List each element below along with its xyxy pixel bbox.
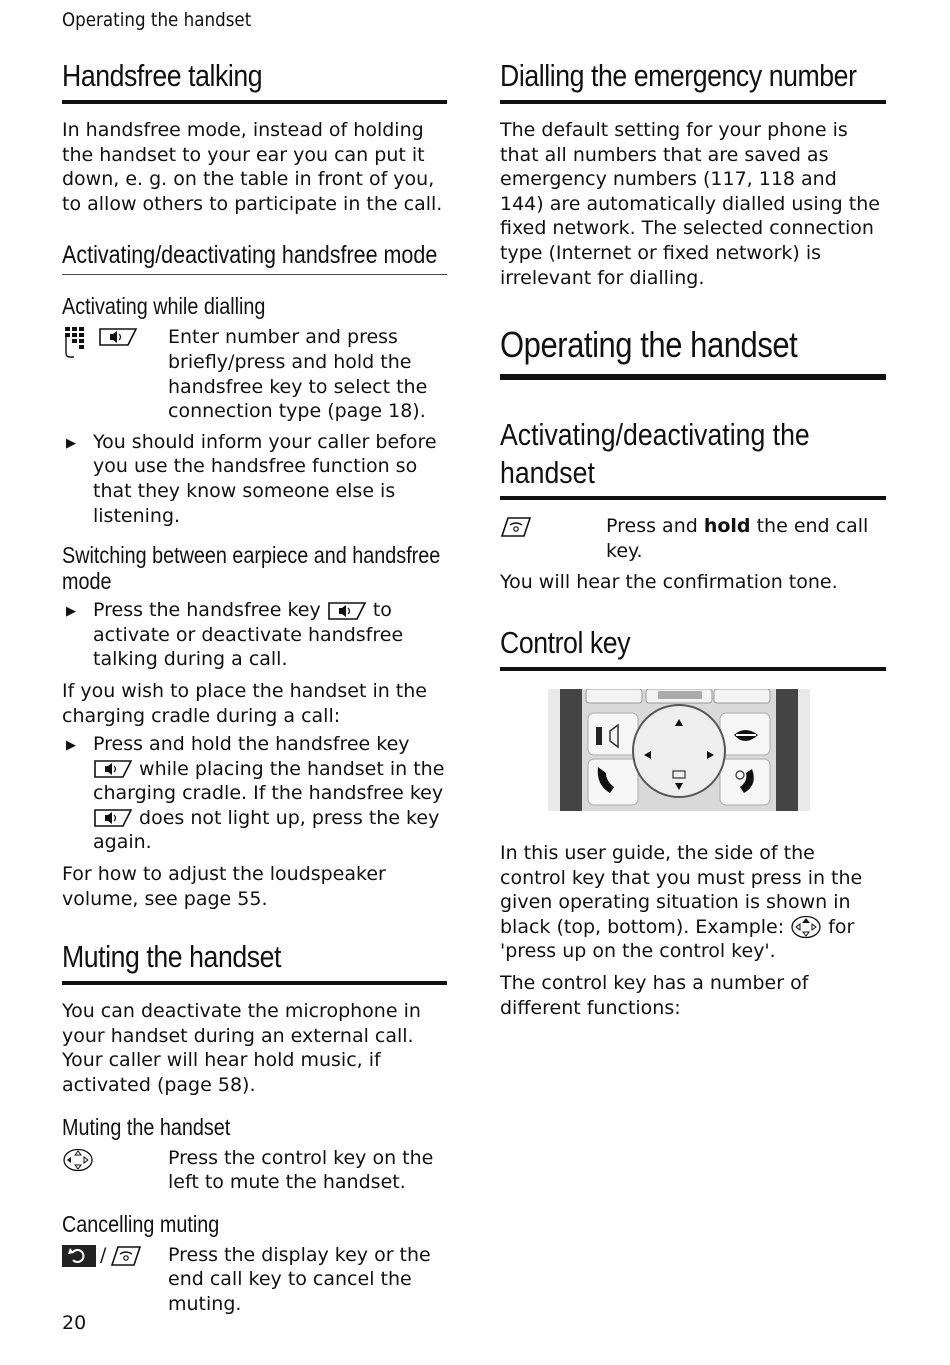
running-header: Operating the handset	[62, 9, 252, 31]
cancel-muting-row	[62, 1243, 447, 1317]
handsfree-title: Handsfree talking	[62, 58, 447, 104]
switching-title: Switching between earpiece and handsfree mode	[62, 542, 441, 595]
bullet-arrow-icon: ▶	[66, 738, 76, 754]
while-dialling-title: Activating while dialling	[62, 293, 266, 320]
end-call-key-icon	[500, 516, 532, 538]
bullet-arrow-icon: ▶	[66, 604, 76, 620]
while-dialling-bullet: ▶ You should inform your caller before you use the handsfree function so that they know someone else is listening.	[62, 430, 447, 528]
volume-text: For how to adjust the loudspeaker volume, see page 55.	[62, 863, 386, 910]
left-column	[62, 58, 447, 1317]
page-number: 20	[62, 1312, 87, 1334]
right-column	[500, 58, 886, 1020]
muting-title: Muting the handset	[62, 939, 447, 985]
activate-handset-title: Activating/deactivating the handset	[500, 416, 886, 500]
control-guide-text: In this user guide, the side of the control key that you must press in the given operating situation is shown in black (top, bottom). Example: for 'press up on the control key'.	[500, 841, 863, 963]
switching-bullet: ▶ Press the handsfree key to activate or deactivate handsfree talking during a call.	[62, 598, 447, 672]
handsfree-key-icon	[327, 601, 367, 621]
handsfree-key-icon	[93, 808, 133, 828]
while-dialling-row	[62, 325, 447, 423]
activate-handset-text: Press and hold the end call key.	[606, 515, 869, 562]
cradle-bullet: ▶ Press and hold the handsfree key while placing the handset in the charging cradle. If the handsfree key does not light up, press the key again.	[62, 732, 447, 855]
muting-intro: You can deactivate the microphone in your handset during an external call. Your caller will hear hold music, if activated (page 58).	[62, 1000, 421, 1097]
cancel-muting-text: Press the display key or the end call key to cancel the muting.	[168, 1243, 431, 1315]
back-display-key-icon	[62, 1245, 96, 1267]
control-key-illustration	[548, 689, 810, 811]
control-key-up-icon	[790, 915, 822, 939]
handsfree-intro: In handsfree mode, instead of holding the handset to your ear you can put it down, e. g. on the table in front of you, to allow others to participate in the call.	[62, 119, 443, 215]
while-dialling-text: Enter number and press briefly/press and hold the handsfree key to select the connection type (page 18).	[168, 326, 428, 423]
end-call-key-icon	[110, 1245, 142, 1267]
handsfree-key-icon	[98, 327, 138, 347]
emergency-text: The default setting for your phone is that all numbers that are saved as emergency numbers (117, 118 and 144) are automatically dialled using the fixed network. The selected connection type (Internet or fixed network) is irrelevant for dialling.	[500, 119, 880, 289]
cradle-text: If you wish to place the handset in the charging cradle during a call:	[62, 679, 427, 727]
cancel-separator: /	[100, 1243, 107, 1266]
operating-title: Operating the handset	[500, 324, 886, 380]
mute-text: Press the control key on the left to mute the handset.	[168, 1146, 434, 1194]
bullet-arrow-icon: ▶	[66, 435, 76, 451]
keypad-icon	[62, 327, 92, 359]
control-key-title: Control key	[500, 625, 886, 671]
mute-row	[62, 1146, 447, 1195]
handsfree-key-icon	[93, 759, 133, 779]
activate-handset-row	[500, 514, 886, 563]
cancel-muting-title: Cancelling muting	[62, 1210, 220, 1237]
emergency-title: Dialling the emergency number	[500, 58, 886, 104]
activate-handsfree-title: Activating/deactivating handsfree mode	[62, 242, 447, 275]
control-key-icon	[62, 1148, 94, 1172]
mute-subtitle: Muting the handset	[62, 1113, 231, 1140]
control-functions-text: The control key has a number of different functions:	[500, 971, 809, 1019]
confirm-text: You will hear the confirmation tone.	[500, 571, 838, 594]
